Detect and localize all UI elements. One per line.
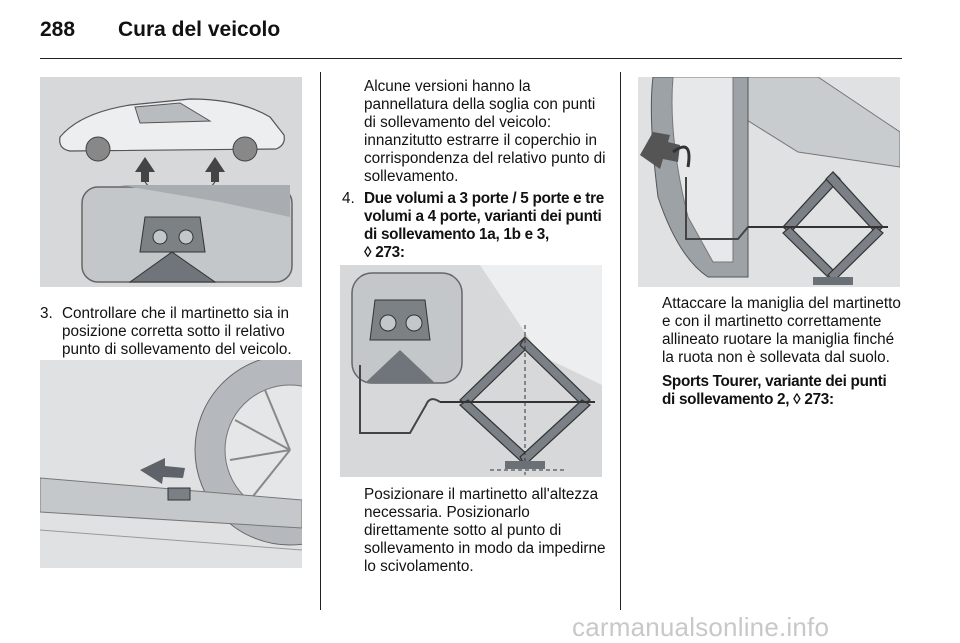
figure-jack-handle [638,77,900,287]
figure-jack-position [340,265,602,477]
col2-intro-text: Alcune versioni hanno la pannellatura della soglia con punti di sollevamento del veicolo: innanzitutto estrarre il coperchio in corrispondenza del relativo punto di sollevamento. [364,78,606,185]
step-3-number: 3. [40,305,53,322]
header-rule [40,58,902,59]
page-ref-icon: ◊ [793,391,801,408]
watermark: carmanualsonline.info [572,612,830,642]
col3-page-ref[interactable]: 273: [804,391,834,408]
step-3 [40,305,305,359]
page-number: 288 [40,18,76,41]
figure-car-lift-points [40,77,302,287]
figure-sill-cover [40,360,302,568]
col2-after-figure-text: Posizionare il martinetto all'altezza necessaria. Posizionarlo direttamente sotto al punto di sollevamento in modo da impedirne lo scivolamento. [364,486,606,575]
step-4-heading: Due volumi a 3 porte / 5 porte e tre volumi a 4 porte, varianti dei punti di sollevamento 1a, 1b e 3, [364,190,604,243]
step-3-text: Controllare che il martinetto sia in posizione corretta sotto il relativo punto di sollevamento del veicolo. [62,305,292,358]
col3-body [640,295,902,409]
step-4 [342,190,606,262]
page-ref-icon: ◊ [364,244,372,261]
col2-after-figure [342,486,606,576]
col3-heading: Sports Tourer, variante dei punti di sollevamento 2, [662,373,887,408]
column-divider-1 [320,72,321,610]
page-title: Cura del veicolo [118,18,281,41]
column-divider-2 [620,72,621,610]
step-4-page-ref[interactable]: 273: [375,244,405,261]
col2-intro [342,78,606,186]
step-4-number: 4. [342,190,355,207]
col3-text: Attaccare la maniglia del martinetto e con il martinetto correttamente allineato ruotare la maniglia finché la ruota non è sollevata dal suolo. [662,295,901,366]
